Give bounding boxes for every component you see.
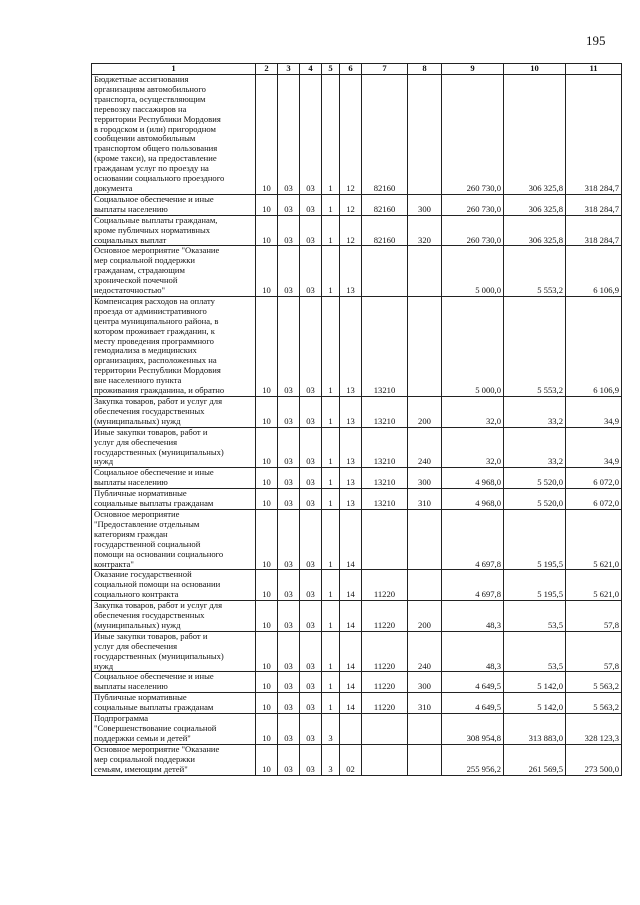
column-header: 7	[362, 64, 408, 75]
subprogram-code: 1	[322, 75, 340, 195]
subsection-code: 03	[278, 215, 300, 246]
subsection-code: 03	[278, 509, 300, 569]
program-code: 03	[300, 693, 322, 714]
table-row	[92, 570, 622, 601]
section-code: 10	[256, 194, 278, 215]
amount-2020: 5 520,0	[504, 468, 566, 489]
amount-2019: 4 649,5	[442, 693, 504, 714]
expense-type-code: 240	[408, 631, 442, 672]
expense-code: 11220	[362, 601, 408, 632]
expense-type-code	[408, 570, 442, 601]
event-code: 13	[340, 246, 362, 297]
subprogram-code: 1	[322, 631, 340, 672]
amount-2019: 308 954,8	[442, 714, 504, 745]
column-header: 2	[256, 64, 278, 75]
expense-code: 13210	[362, 489, 408, 510]
event-code: 14	[340, 509, 362, 569]
expense-type-code	[408, 714, 442, 745]
event-code: 13	[340, 296, 362, 396]
amount-2019: 4 968,0	[442, 489, 504, 510]
expense-type-code	[408, 509, 442, 569]
row-description: Основное мероприятие "Оказание мер социальной поддержки гражданам, страдающим хронической почечной недостаточностью"	[92, 246, 256, 297]
program-code: 03	[300, 296, 322, 396]
event-code	[340, 714, 362, 745]
event-code: 02	[340, 744, 362, 775]
subsection-code: 03	[278, 744, 300, 775]
expense-type-code: 200	[408, 397, 442, 428]
table-row	[92, 489, 622, 510]
page-number: 195	[586, 33, 606, 48]
program-code: 03	[300, 75, 322, 195]
section-code: 10	[256, 601, 278, 632]
amount-2021: 34,9	[566, 427, 622, 468]
amount-2021: 57,8	[566, 631, 622, 672]
amount-2021: 273 500,0	[566, 744, 622, 775]
subsection-code: 03	[278, 693, 300, 714]
program-code: 03	[300, 601, 322, 632]
column-header: 4	[300, 64, 322, 75]
amount-2021: 34,9	[566, 397, 622, 428]
amount-2020: 313 883,0	[504, 714, 566, 745]
amount-2020: 261 569,5	[504, 744, 566, 775]
table-row	[92, 194, 622, 215]
row-description: Публичные нормативные социальные выплаты гражданам	[92, 693, 256, 714]
row-description: Социальные выплаты гражданам, кроме публичных нормативных социальных выплат	[92, 215, 256, 246]
row-description: Иные закупки товаров, работ и услуг для обеспечения государственных (муниципальных) нужд	[92, 427, 256, 468]
subsection-code: 03	[278, 427, 300, 468]
amount-2021: 318 284,7	[566, 215, 622, 246]
event-code: 14	[340, 672, 362, 693]
expense-code: 13210	[362, 296, 408, 396]
amount-2019: 32,0	[442, 427, 504, 468]
expense-type-code	[408, 296, 442, 396]
event-code: 14	[340, 601, 362, 632]
row-description: Основное мероприятие "Оказание мер социальной поддержки семьям, имеющим детей"	[92, 744, 256, 775]
section-code: 10	[256, 509, 278, 569]
expense-code: 11220	[362, 631, 408, 672]
expense-type-code: 240	[408, 427, 442, 468]
subsection-code: 03	[278, 246, 300, 297]
program-code: 03	[300, 215, 322, 246]
expense-type-code: 300	[408, 672, 442, 693]
table-row	[92, 714, 622, 745]
section-code: 10	[256, 489, 278, 510]
section-code: 10	[256, 672, 278, 693]
table-row	[92, 296, 622, 396]
section-code: 10	[256, 468, 278, 489]
row-description: Компенсация расходов на оплату проезда от административного центра муниципального района, в котором проживает гражданин, к месту проведения программного гемодиализа в медицинских организациях, расположенных на территории Республики Мордовия вне населенного пункта проживания гражданина, и обратно	[92, 296, 256, 396]
amount-2020: 5 553,2	[504, 296, 566, 396]
amount-2019: 5 000,0	[442, 246, 504, 297]
event-code: 12	[340, 215, 362, 246]
column-header: 5	[322, 64, 340, 75]
subsection-code: 03	[278, 489, 300, 510]
amount-2021: 328 123,3	[566, 714, 622, 745]
program-code: 03	[300, 489, 322, 510]
expense-type-code: 310	[408, 693, 442, 714]
event-code: 14	[340, 570, 362, 601]
amount-2021: 6 072,0	[566, 489, 622, 510]
row-description: Закупка товаров, работ и услуг для обеспечения государственных (муниципальных) нужд	[92, 601, 256, 632]
subsection-code: 03	[278, 714, 300, 745]
event-code: 12	[340, 194, 362, 215]
table-row	[92, 427, 622, 468]
table-row	[92, 601, 622, 632]
subprogram-code: 1	[322, 296, 340, 396]
amount-2021: 5 621,0	[566, 570, 622, 601]
amount-2020: 5 520,0	[504, 489, 566, 510]
amount-2020: 33,2	[504, 397, 566, 428]
section-code: 10	[256, 427, 278, 468]
program-code: 03	[300, 246, 322, 297]
subsection-code: 03	[278, 601, 300, 632]
expense-code: 11220	[362, 672, 408, 693]
expense-type-code	[408, 744, 442, 775]
amount-2020: 5 195,5	[504, 570, 566, 601]
section-code: 10	[256, 75, 278, 195]
amount-2021: 318 284,7	[566, 194, 622, 215]
amount-2020: 5 142,0	[504, 693, 566, 714]
amount-2019: 48,3	[442, 631, 504, 672]
table-row	[92, 215, 622, 246]
expense-type-code	[408, 246, 442, 297]
row-description: Основное мероприятие "Предоставление отдельным категориям граждан государственной социальной помощи на основании социального контракта"	[92, 509, 256, 569]
event-code: 12	[340, 75, 362, 195]
program-code: 03	[300, 427, 322, 468]
expense-code: 13210	[362, 427, 408, 468]
event-code: 13	[340, 427, 362, 468]
amount-2019: 4 968,0	[442, 468, 504, 489]
subsection-code: 03	[278, 75, 300, 195]
expense-type-code	[408, 75, 442, 195]
amount-2020: 53,5	[504, 631, 566, 672]
subprogram-code: 1	[322, 194, 340, 215]
table-row	[92, 693, 622, 714]
budget-table	[91, 63, 622, 776]
expense-code: 82160	[362, 75, 408, 195]
column-header: 8	[408, 64, 442, 75]
subsection-code: 03	[278, 397, 300, 428]
program-code: 03	[300, 672, 322, 693]
event-code: 13	[340, 468, 362, 489]
expense-type-code: 200	[408, 601, 442, 632]
event-code: 14	[340, 693, 362, 714]
subprogram-code: 3	[322, 714, 340, 745]
amount-2019: 260 730,0	[442, 194, 504, 215]
amount-2020: 5 195,5	[504, 509, 566, 569]
amount-2019: 32,0	[442, 397, 504, 428]
table-header	[92, 64, 622, 75]
amount-2021: 5 621,0	[566, 509, 622, 569]
row-description: Подпрограмма "Совершенствование социальной поддержки семьи и детей"	[92, 714, 256, 745]
subprogram-code: 1	[322, 246, 340, 297]
section-code: 10	[256, 570, 278, 601]
amount-2020: 5 553,2	[504, 246, 566, 297]
amount-2020: 306 325,8	[504, 215, 566, 246]
amount-2019: 48,3	[442, 601, 504, 632]
section-code: 10	[256, 246, 278, 297]
row-description: Социальное обеспечение и иные выплаты населению	[92, 468, 256, 489]
subprogram-code: 1	[322, 601, 340, 632]
program-code: 03	[300, 194, 322, 215]
table-row	[92, 744, 622, 775]
amount-2021: 57,8	[566, 601, 622, 632]
expense-type-code: 310	[408, 489, 442, 510]
amount-2019: 260 730,0	[442, 75, 504, 195]
expense-type-code: 320	[408, 215, 442, 246]
amount-2021: 6 072,0	[566, 468, 622, 489]
subprogram-code: 1	[322, 215, 340, 246]
subprogram-code: 1	[322, 427, 340, 468]
expense-code: 82160	[362, 215, 408, 246]
table-row	[92, 468, 622, 489]
amount-2019: 255 956,2	[442, 744, 504, 775]
subprogram-code: 1	[322, 489, 340, 510]
amount-2021: 318 284,7	[566, 75, 622, 195]
column-header: 6	[340, 64, 362, 75]
row-description: Публичные нормативные социальные выплаты гражданам	[92, 489, 256, 510]
section-code: 10	[256, 397, 278, 428]
amount-2019: 4 697,8	[442, 570, 504, 601]
table-row	[92, 509, 622, 569]
program-code: 03	[300, 631, 322, 672]
expense-code	[362, 246, 408, 297]
amount-2019: 4 697,8	[442, 509, 504, 569]
row-description: Иные закупки товаров, работ и услуг для обеспечения государственных (муниципальных) нужд	[92, 631, 256, 672]
section-code: 10	[256, 693, 278, 714]
section-code: 10	[256, 215, 278, 246]
column-header: 11	[566, 64, 622, 75]
subsection-code: 03	[278, 468, 300, 489]
column-header: 1	[92, 64, 256, 75]
expense-type-code: 300	[408, 194, 442, 215]
expense-code: 13210	[362, 397, 408, 428]
expense-code: 13210	[362, 468, 408, 489]
header-row	[92, 64, 622, 75]
row-description: Оказание государственной социальной помощи на основании социального контракта	[92, 570, 256, 601]
event-code: 14	[340, 631, 362, 672]
expense-code: 82160	[362, 194, 408, 215]
amount-2020: 306 325,8	[504, 194, 566, 215]
table-row	[92, 672, 622, 693]
row-description: Бюджетные ассигнования организациям автомобильного транспорта, осуществляющим перевозку пассажиров на территории Республики Мордовия в городском и (или) пригородном сообщении автомобильным транспортом общего пользования (кроме такси), на предоставление гражданам услуг по проезду на основании социального проездного документа	[92, 75, 256, 195]
amount-2019: 260 730,0	[442, 215, 504, 246]
event-code: 13	[340, 489, 362, 510]
subsection-code: 03	[278, 194, 300, 215]
amount-2021: 5 563,2	[566, 672, 622, 693]
amount-2020: 53,5	[504, 601, 566, 632]
table-row	[92, 397, 622, 428]
subsection-code: 03	[278, 672, 300, 693]
amount-2020: 306 325,8	[504, 75, 566, 195]
row-description: Социальное обеспечение и иные выплаты населению	[92, 194, 256, 215]
section-code: 10	[256, 744, 278, 775]
amount-2020: 5 142,0	[504, 672, 566, 693]
amount-2021: 5 563,2	[566, 693, 622, 714]
subprogram-code: 3	[322, 744, 340, 775]
program-code: 03	[300, 744, 322, 775]
amount-2019: 4 649,5	[442, 672, 504, 693]
row-description: Социальное обеспечение и иные выплаты населению	[92, 672, 256, 693]
event-code: 13	[340, 397, 362, 428]
section-code: 10	[256, 296, 278, 396]
subsection-code: 03	[278, 631, 300, 672]
expense-code: 11220	[362, 570, 408, 601]
expense-code	[362, 744, 408, 775]
program-code: 03	[300, 468, 322, 489]
table-row	[92, 246, 622, 297]
amount-2021: 6 106,9	[566, 296, 622, 396]
expense-code: 11220	[362, 693, 408, 714]
subprogram-code: 1	[322, 672, 340, 693]
subprogram-code: 1	[322, 397, 340, 428]
subsection-code: 03	[278, 296, 300, 396]
column-header: 3	[278, 64, 300, 75]
expense-type-code: 300	[408, 468, 442, 489]
amount-2021: 6 106,9	[566, 246, 622, 297]
column-header: 9	[442, 64, 504, 75]
subprogram-code: 1	[322, 570, 340, 601]
table-row	[92, 75, 622, 195]
table-row	[92, 631, 622, 672]
expense-code	[362, 509, 408, 569]
column-header: 10	[504, 64, 566, 75]
program-code: 03	[300, 714, 322, 745]
program-code: 03	[300, 570, 322, 601]
amount-2020: 33,2	[504, 427, 566, 468]
expense-code	[362, 714, 408, 745]
subprogram-code: 1	[322, 509, 340, 569]
subprogram-code: 1	[322, 693, 340, 714]
subsection-code: 03	[278, 570, 300, 601]
row-description: Закупка товаров, работ и услуг для обеспечения государственных (муниципальных) нужд	[92, 397, 256, 428]
subprogram-code: 1	[322, 468, 340, 489]
section-code: 10	[256, 631, 278, 672]
program-code: 03	[300, 509, 322, 569]
program-code: 03	[300, 397, 322, 428]
table-body	[92, 75, 622, 776]
section-code: 10	[256, 714, 278, 745]
amount-2019: 5 000,0	[442, 296, 504, 396]
